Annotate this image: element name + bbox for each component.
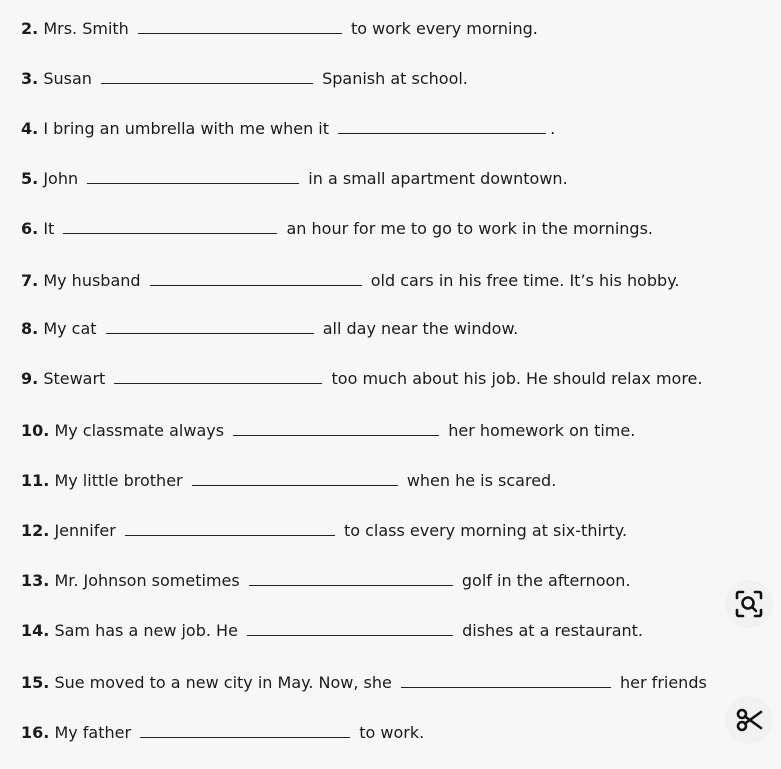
question-text-before: My cat — [43, 319, 97, 338]
scissors-icon — [734, 705, 764, 735]
question-text-after: her homework on time. — [448, 421, 636, 440]
question-text-after: dishes at a restaurant. — [462, 621, 644, 640]
question-text-before: It — [43, 219, 55, 238]
answer-blank[interactable] — [192, 471, 398, 486]
question-text-before: Sue moved to a new city in May. Now, she — [54, 673, 392, 692]
question-number: 6. — [21, 219, 39, 238]
question-4 — [21, 119, 555, 139]
question-13 — [21, 571, 631, 591]
question-number: 10. — [21, 421, 50, 440]
question-6 — [21, 219, 653, 239]
question-number: 12. — [21, 521, 50, 540]
question-text-before: My little brother — [54, 471, 183, 490]
question-15 — [21, 673, 707, 693]
answer-blank[interactable] — [247, 621, 453, 636]
question-text-before: Mr. Johnson sometimes — [54, 571, 240, 590]
question-text-after: too much about his job. He should relax more. — [331, 369, 703, 388]
question-text-before: I bring an umbrella with me when it — [43, 119, 330, 138]
question-text-after: golf in the afternoon. — [461, 571, 631, 590]
question-9 — [21, 369, 702, 389]
question-text-before: Jennifer — [54, 521, 116, 540]
question-number: 2. — [21, 19, 39, 38]
question-number: 15. — [21, 673, 50, 692]
question-14 — [21, 621, 643, 641]
question-number: 13. — [21, 571, 50, 590]
question-2 — [21, 19, 538, 39]
question-text-before: Mrs. Smith — [43, 19, 129, 38]
question-number: 14. — [21, 621, 50, 640]
question-text-after: Spanish at school. — [322, 69, 468, 88]
scissors-button[interactable] — [725, 696, 773, 744]
question-text-after: all day near the window. — [322, 319, 519, 338]
question-number: 11. — [21, 471, 50, 490]
answer-blank[interactable] — [125, 521, 335, 536]
scan-search-button[interactable] — [725, 580, 773, 628]
answer-blank[interactable] — [63, 219, 277, 234]
question-text-after: to class every morning at six-thirty. — [343, 521, 628, 540]
question-number: 7. — [21, 271, 39, 290]
question-text-after: to work. — [359, 723, 425, 742]
answer-blank[interactable] — [87, 169, 299, 184]
question-number: 8. — [21, 319, 39, 338]
question-number: 9. — [21, 369, 39, 388]
question-16 — [21, 723, 424, 743]
question-text-before: Susan — [43, 69, 92, 88]
floating-tools — [721, 580, 781, 769]
answer-blank[interactable] — [338, 119, 546, 134]
question-text-after: old cars in his free time. It’s his hobby. — [370, 271, 680, 290]
question-number: 16. — [21, 723, 50, 742]
question-text-before: Sam has a new job. He — [54, 621, 238, 640]
question-text-before: Stewart — [43, 369, 106, 388]
question-text-after: an hour for me to go to work in the mornings. — [286, 219, 653, 238]
question-11 — [21, 471, 556, 491]
question-text-before: My husband — [43, 271, 141, 290]
answer-blank[interactable] — [101, 69, 313, 84]
question-8 — [21, 319, 518, 339]
answer-blank[interactable] — [401, 673, 611, 688]
question-text-before: John — [43, 169, 79, 188]
question-text-after: . — [550, 119, 556, 138]
question-text-after: when he is scared. — [406, 471, 557, 490]
question-12 — [21, 521, 627, 541]
question-7 — [21, 271, 679, 291]
question-text-before: My classmate always — [54, 421, 225, 440]
question-text-after: in a small apartment downtown. — [308, 169, 568, 188]
answer-blank[interactable] — [114, 369, 322, 384]
answer-blank[interactable] — [140, 723, 350, 738]
answer-blank[interactable] — [249, 571, 453, 586]
question-number: 4. — [21, 119, 39, 138]
question-10 — [21, 421, 635, 441]
question-text-before: My father — [54, 723, 132, 742]
answer-blank[interactable] — [233, 421, 439, 436]
question-number: 5. — [21, 169, 39, 188]
question-3 — [21, 69, 468, 89]
answer-blank[interactable] — [150, 271, 362, 286]
answer-blank[interactable] — [106, 319, 314, 334]
answer-blank[interactable] — [138, 19, 342, 34]
question-5 — [21, 169, 568, 189]
question-number: 3. — [21, 69, 39, 88]
question-text-after: her friends — [620, 673, 707, 692]
scan-search-icon — [734, 589, 764, 619]
question-text-after: to work every morning. — [351, 19, 538, 38]
